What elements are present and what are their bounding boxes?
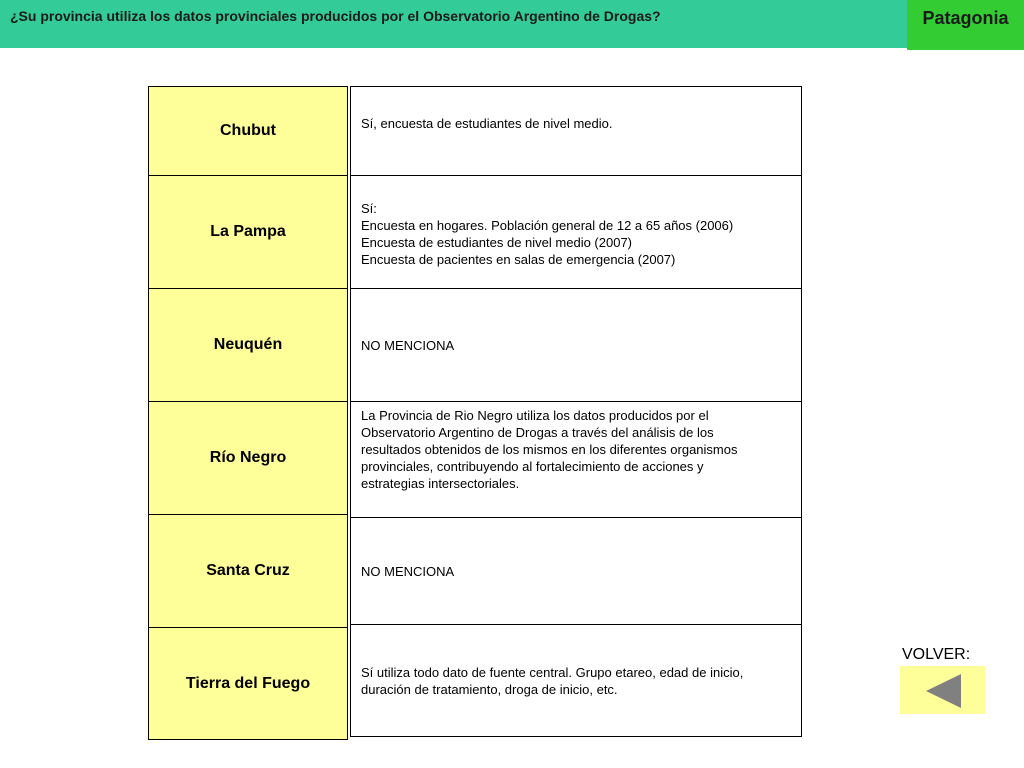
answer-line: resultados obtenidos de los mismos en los diferentes organismos bbox=[361, 442, 738, 457]
province-name: Chubut bbox=[220, 122, 276, 139]
province-name: La Pampa bbox=[210, 223, 286, 240]
triangle-left-icon bbox=[900, 666, 985, 714]
province-name: Neuquén bbox=[213, 336, 283, 353]
answer-line: Encuesta de pacientes en salas de emergencia (2007) bbox=[361, 252, 676, 267]
answer-line: NO MENCIONA bbox=[361, 563, 455, 579]
province-cell bbox=[148, 86, 348, 176]
answer-line: La Provincia de Rio Negro utiliza los datos producidos por el bbox=[361, 408, 709, 423]
answer-cell bbox=[350, 401, 802, 518]
back-button[interactable] bbox=[900, 666, 985, 714]
answer-cell bbox=[350, 288, 802, 402]
answer-line: Sí, encuesta de estudiantes de nivel medio. bbox=[361, 116, 613, 131]
province-cell bbox=[148, 288, 348, 402]
answer-line: Sí utiliza todo dato de fuente central. Grupo etareo, edad de inicio, bbox=[361, 664, 744, 680]
region-label: Patagonia bbox=[922, 8, 1009, 28]
province-name: Río Negro bbox=[209, 449, 287, 466]
answer-line: provinciales, contribuyendo al fortalecimiento de acciones y bbox=[361, 459, 704, 474]
header-bar bbox=[0, 0, 1024, 48]
answer-cell bbox=[350, 175, 802, 289]
answer-line: NO MENCIONA bbox=[361, 337, 455, 353]
province-cell bbox=[148, 401, 348, 515]
answer-cell bbox=[350, 86, 802, 176]
back-label: VOLVER: bbox=[902, 646, 971, 663]
province-cell bbox=[148, 175, 348, 289]
answer-line: estrategias intersectoriales. bbox=[361, 476, 520, 491]
province-cell bbox=[148, 627, 348, 740]
answer-line: Sí: bbox=[361, 201, 377, 216]
page-title: ¿Su provincia utiliza los datos provinciales producidos por el Observatorio Argentino de Drogas? bbox=[10, 8, 661, 24]
province-cell bbox=[148, 514, 348, 628]
answer-line: Observatorio Argentino de Drogas a través del análisis de los bbox=[361, 425, 714, 440]
region-badge bbox=[907, 0, 1024, 50]
answer-line: Encuesta en hogares. Población general de 12 a 65 años (2006) bbox=[361, 218, 734, 233]
answer-line: duración de tratamiento, droga de inicio, etc. bbox=[361, 681, 618, 697]
province-name: Tierra del Fuego bbox=[185, 674, 311, 692]
answer-cell bbox=[350, 517, 802, 625]
answer-cell bbox=[350, 624, 802, 737]
answer-line: Encuesta de estudiantes de nivel medio (2007) bbox=[361, 235, 633, 250]
province-name: Santa Cruz bbox=[206, 562, 290, 579]
